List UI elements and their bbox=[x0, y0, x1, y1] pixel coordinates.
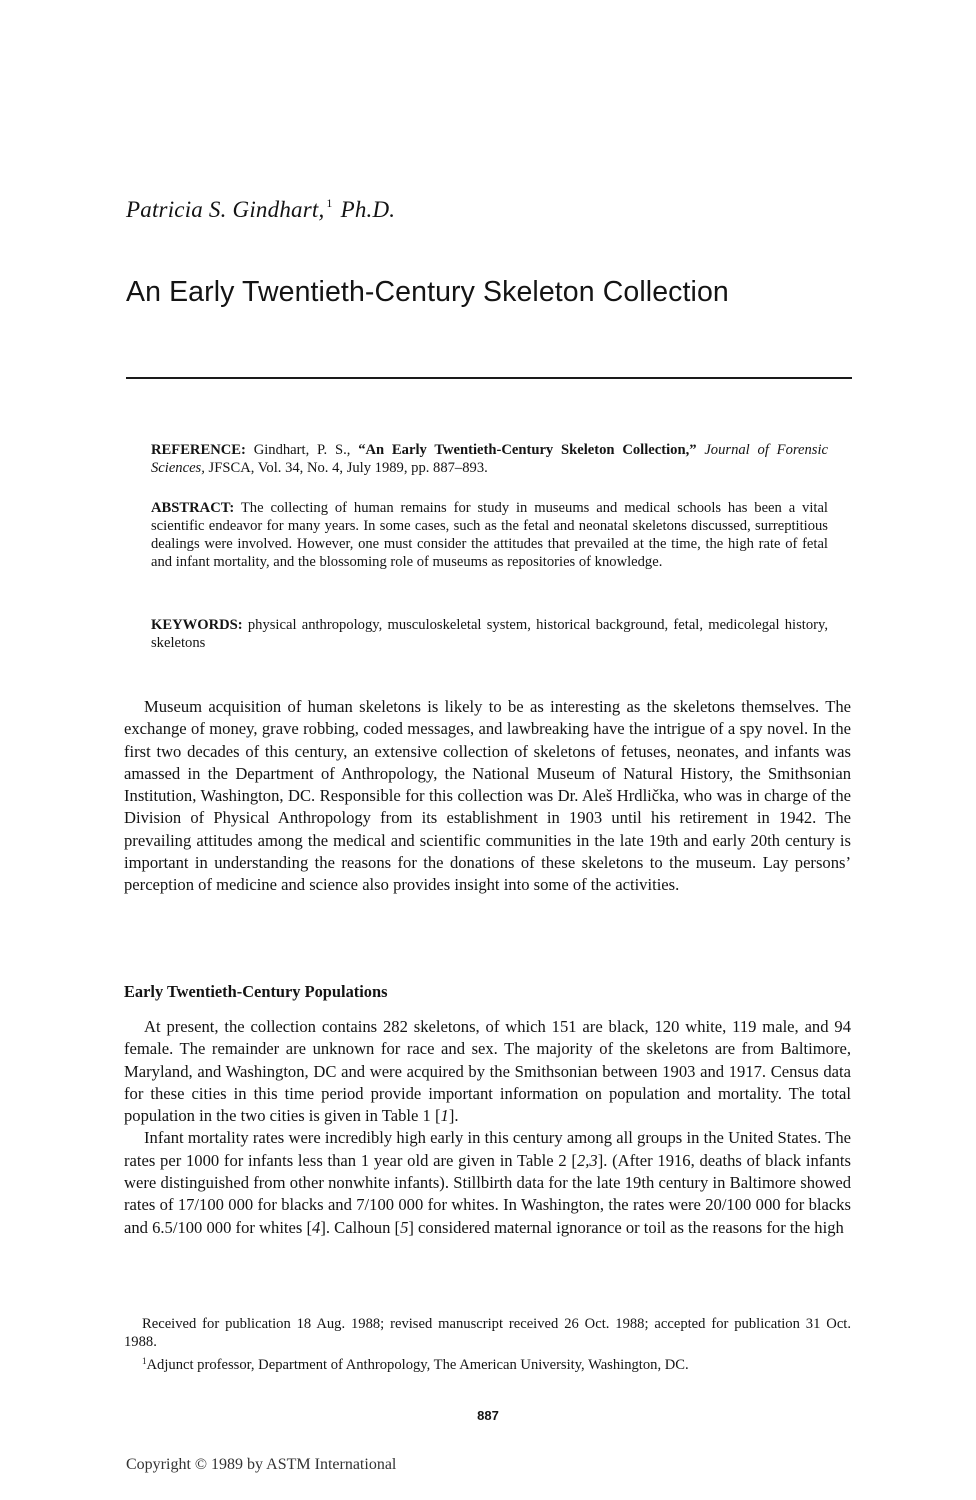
citation-ref: 4 bbox=[312, 1217, 321, 1237]
reference-authors: Gindhart, P. S., bbox=[253, 442, 351, 458]
intro-paragraph: Museum acquisition of human skeletons is likely to be as interesting as the skeletons themselves. The exchange of money, grave robbing, coded messages, and lawbreaking have the intrigue of a spy novel. In the first two decades of this century, an extensive collection of skeletons of fetuses, neonates, and infants was amassed in the Department of Anthropology, the National Museum of Natural History, the Smithsonian Institution, Washington, DC. Responsible for this collection was Dr. Aleš Hrdlička, who was in charge of the Division of Physical Anthropology from its establishment in 1903 until his retirement in 1942. The prevailing attitudes among the medical and scientific communities in the late 19th and early 20th century is important in understanding the reasons for the donations of these skeletons to the museum. Lay persons’ perception of medicine and science also provides insight into some of the activities. bbox=[124, 697, 851, 895]
reference-label: REFERENCE: bbox=[151, 442, 246, 458]
keywords-text: physical anthropology, musculoskeletal system, historical background, fetal, medicolegal history, skeletons bbox=[151, 617, 829, 651]
reference-journal: Journal of Forensic Sciences, bbox=[151, 442, 829, 476]
paragraph-text: ]. Calhoun [ bbox=[320, 1217, 401, 1237]
received-note: Received for publication 18 Aug. 1988; revised manuscript received 26 Oct. 1988; accepted for publication 31 Oct. 1988. bbox=[124, 1316, 851, 1350]
paragraph-text: At present, the collection contains 282 skeletons, of which 151 are black, 120 white, 119 male, and 94 female. The remainder are unknown for race and sex. The majority of the skeletons are from Baltimore, Maryland, and Washington, DC and were acquired by the Smithsonian between 1903 and 1917. Census data for these cities in this time period provide important information on population and mortality. The total population in the two cities is given in Table 1 [ bbox=[124, 1017, 851, 1126]
footnote-text: Adjunct professor, Department of Anthropology, The American University, Washington, DC. bbox=[146, 1357, 689, 1373]
author-degree: Ph.D. bbox=[340, 197, 396, 222]
section-paragraph-1 bbox=[124, 1016, 851, 1127]
title-divider bbox=[126, 377, 852, 379]
abstract-block bbox=[151, 499, 828, 571]
page-number: 887 bbox=[477, 1408, 499, 1423]
reference-block bbox=[151, 441, 828, 477]
citation-ref: 5 bbox=[400, 1217, 409, 1237]
author-line bbox=[126, 196, 395, 223]
abstract-text: The collecting of human remains for study in museums and medical schools has been a vital scientific endeavor for many years. In some cases, such as the fetal and neonatal skeletons discussed, surreptitious dealings were involved. However, one must consider the attitudes that prevailed at the time, the high rate of fetal and infant mortality, and the blossoming role of museums as repositories of knowledge. bbox=[151, 500, 828, 570]
section-paragraph-2 bbox=[124, 1127, 851, 1238]
keywords-block bbox=[151, 616, 828, 652]
section-body bbox=[124, 1016, 851, 1239]
paragraph-text: Infant mortality rates were incredibly high early in this century among all groups in the United States. The rates per 1000 for infants less than 1 year old are given in Table 2 [ bbox=[124, 1128, 851, 1170]
reference-article-title: “An Early Twentieth-Century Skeleton Collection,” bbox=[358, 442, 697, 458]
footnote-1 bbox=[124, 1353, 851, 1375]
footnote-mark: 1 bbox=[142, 1356, 147, 1366]
article-title: An Early Twentieth-Century Skeleton Collection bbox=[126, 276, 729, 308]
abstract-label: ABSTRACT: bbox=[151, 500, 235, 516]
copyright-notice: Copyright © 1989 by ASTM International bbox=[126, 1456, 397, 1473]
author-footnote-mark: 1 bbox=[326, 196, 333, 210]
section-heading: Early Twentieth-Century Populations bbox=[124, 982, 388, 1001]
paragraph-text: ]. (After 1916, deaths of black infants were distinguished from other nonwhite infants). Stillbirth data for the late 19th century in Baltimore showed rates of 17/100 000 for blacks and 7/100 000 for whites. In Washington, the rates were 20/100 000 for blacks and 6.5/100 000 for whites [ bbox=[124, 1150, 852, 1237]
keywords-label: KEYWORDS: bbox=[151, 617, 243, 633]
paragraph-text: ] considered maternal ignorance or toil as the reasons for the high bbox=[408, 1217, 844, 1237]
footnotes bbox=[124, 1316, 851, 1375]
intro-section bbox=[124, 696, 851, 897]
reference-details: JFSCA, Vol. 34, No. 4, July 1989, pp. 887–893. bbox=[208, 460, 488, 476]
paragraph-text: ]. bbox=[448, 1106, 459, 1126]
author-name: Patricia S. Gindhart, bbox=[126, 197, 325, 222]
citation-ref: 1 bbox=[440, 1106, 449, 1126]
citation-ref: 2,3 bbox=[576, 1150, 598, 1170]
